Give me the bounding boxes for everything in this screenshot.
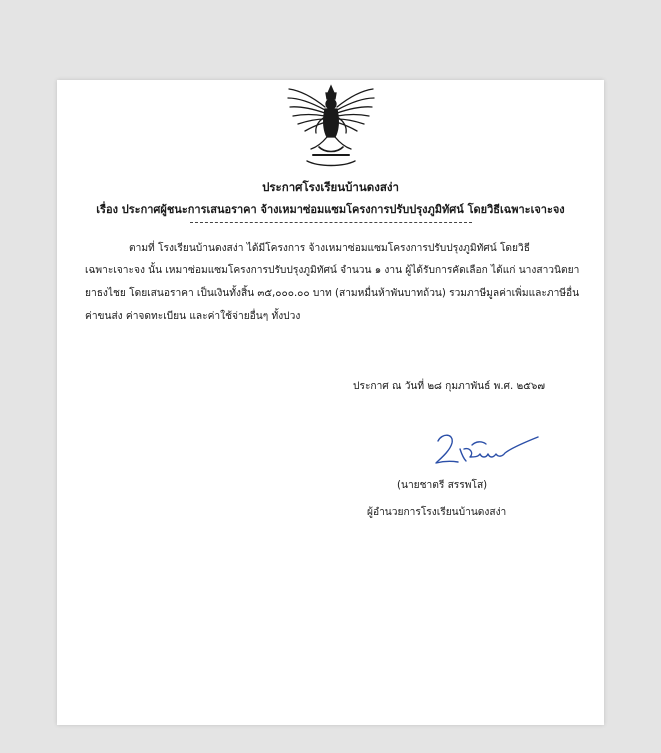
signature-image — [430, 427, 545, 471]
document-page — [57, 80, 604, 725]
document-title: ประกาศโรงเรียนบ้านดงสง่า — [262, 180, 399, 194]
body-line-3: ยาธงไชย โดยเสนอราคา เป็นเงินทั้งสิ้น ๓๕,๐๐๐.๐๐ บาท (สามหมื่นห้าพันบาทถ้วน) รวมภาษีมูลค่าเพิ่มและภาษีอื่น — [85, 288, 580, 299]
body-line-1: ตามที่ โรงเรียนบ้านดงสง่า ได้มีโครงการ จ้างเหมาซ่อมแซมโครงการปรับปรุงภูมิทัศน์ โดยวิธี — [129, 243, 530, 254]
separator-line — [190, 222, 472, 223]
body-line-2: เฉพาะเจาะจง นั้น เหมาซ่อมแซมโครงการปรับปรุงภูมิทัศน์ จำนวน ๑ งาน ผู้ได้รับการคัดเลือก ได้แก่ นางสาวนิตยา — [85, 265, 580, 276]
document-subject: เรื่อง ประกาศผู้ชนะการเสนอราคา จ้างเหมาซ่อมแซมโครงการปรับปรุงภูมิทัศน์ โดยวิธีเฉพาะเจาะจง — [96, 203, 565, 216]
body-line-4: ค่าขนส่ง ค่าจดทะเบียน และค่าใช้จ่ายอื่นๆ ทั้งปวง — [85, 311, 301, 322]
garuda-emblem-icon — [285, 83, 377, 169]
signer-name: (นายชาตรี สรรพโส) — [397, 480, 488, 491]
announcement-date: ประกาศ ณ วันที่ ๒๘ กุมภาพันธ์ พ.ศ. ๒๕๖๗ — [353, 381, 546, 392]
signer-position: ผู้อำนวยการโรงเรียนบ้านดงสง่า — [367, 507, 507, 518]
